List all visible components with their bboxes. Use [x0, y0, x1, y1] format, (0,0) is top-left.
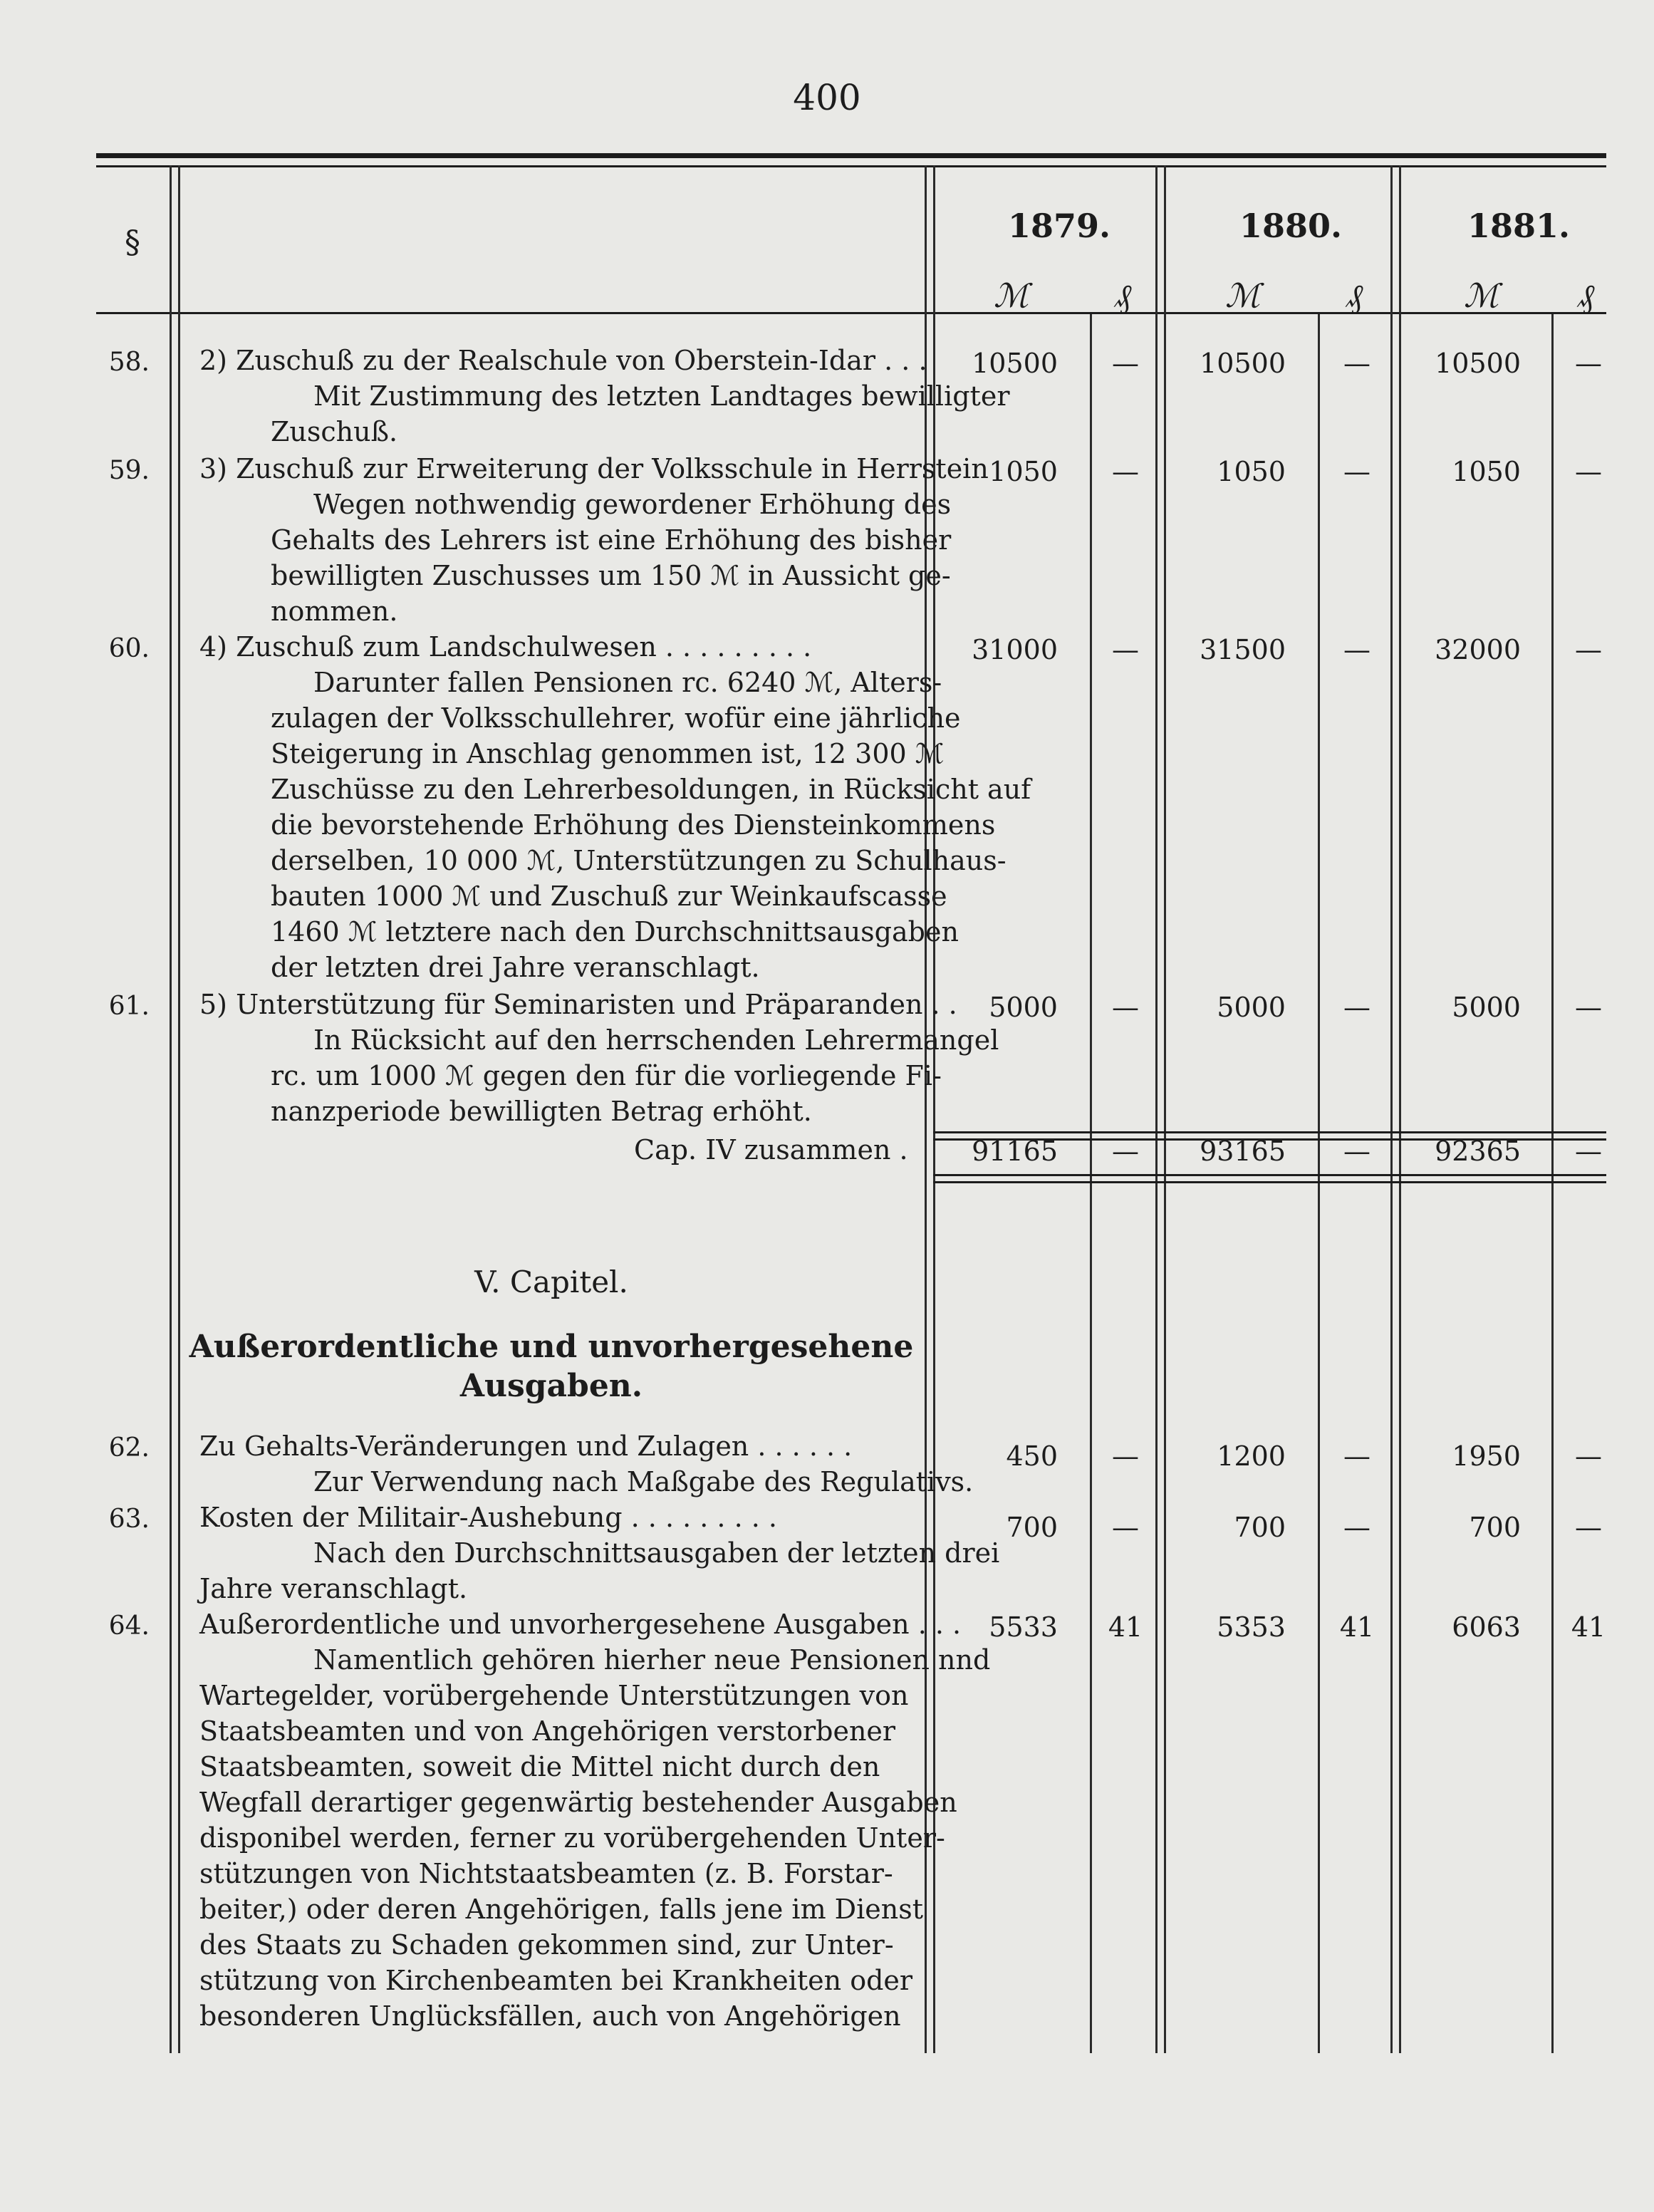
pf-1880: —: [1343, 1440, 1370, 1472]
pf-1879: 41: [1108, 1611, 1143, 1643]
subtotal-label: Cap. IV zusammen .: [634, 1134, 908, 1165]
subtotal-pf-1879: —: [1112, 1136, 1139, 1167]
pf-1881: —: [1575, 992, 1602, 1023]
section-symbol: §: [125, 224, 140, 261]
amount-1879: 10500: [972, 348, 1058, 379]
col-line: [1155, 165, 1158, 2053]
year-1879: 1879.: [1008, 207, 1111, 245]
amount-1879: 5533: [989, 1611, 1058, 1643]
pf-1880: —: [1343, 1512, 1370, 1543]
top-rule-thin: [96, 165, 1606, 167]
amount-1879: 5000: [989, 992, 1058, 1023]
row-note: beiter,) oder deren Angehörigen, falls jene im Dienst: [199, 1894, 924, 1925]
row-note: Gehalts des Lehrers ist eine Erhöhung des bisher: [271, 524, 952, 556]
row-number: 58.: [108, 348, 150, 377]
row-number: 59.: [108, 456, 150, 485]
chapter-title: Ausgaben.: [459, 1368, 643, 1404]
row-title: Zu Gehalts-Veränderungen und Zulagen . . . . . .: [199, 1430, 853, 1462]
amount-1881: 6063: [1452, 1611, 1521, 1643]
subtotal-bottom-rule: [933, 1181, 1606, 1183]
pf-unit: ₰: [1578, 276, 1594, 315]
pf-1879: —: [1112, 348, 1139, 379]
top-rule: [96, 153, 1606, 158]
row-note: zulagen der Volksschullehrer, wofür eine jährliche: [271, 702, 961, 734]
row-title: 5) Unterstützung für Seminaristen und Präparanden . .: [199, 989, 957, 1020]
pf-1881: —: [1575, 634, 1602, 665]
pf-1879: —: [1112, 1512, 1139, 1543]
pf-1881: 41: [1571, 1611, 1606, 1643]
row-number: 61.: [108, 992, 150, 1021]
amount-1879: 700: [1006, 1512, 1058, 1543]
row-note: Zuschüsse zu den Lehrerbesoldungen, in Rücksicht auf: [271, 774, 1031, 805]
col-line: [1551, 314, 1554, 2053]
amount-1880: 5353: [1217, 1611, 1286, 1643]
row-note: Zur Verwendung nach Maßgabe des Regulativs.: [313, 1466, 974, 1497]
row-note: Wartegelder, vorübergehende Unterstützungen von: [199, 1680, 909, 1711]
row-note: Jahre veranschlagt.: [199, 1573, 468, 1604]
col-line: [1390, 165, 1393, 2053]
row-note: bewilligten Zuschusses um 150 ℳ in Aussicht ge-: [271, 560, 951, 591]
row-note: Mit Zustimmung des letzten Landtages bewilligter: [313, 380, 1010, 412]
pf-1879: —: [1112, 634, 1139, 665]
col-line: [1318, 314, 1320, 2053]
row-note: nommen.: [271, 596, 398, 627]
amount-1879: 1050: [989, 456, 1058, 487]
pf-1880: —: [1343, 634, 1370, 665]
col-line: [170, 165, 172, 2053]
mark-unit: ℳ: [1225, 276, 1261, 315]
col-line: [933, 165, 935, 2053]
row-note: disponibel werden, ferner zu vorübergehenden Unter-: [199, 1822, 945, 1854]
pf-1880: —: [1343, 348, 1370, 379]
subtotal-1880: 93165: [1200, 1136, 1286, 1167]
row-note: stützung von Kirchenbeamten bei Krankheiten oder: [199, 1965, 913, 1996]
amount-1881: 32000: [1435, 634, 1521, 665]
row-number: 63.: [108, 1505, 150, 1534]
amount-1879: 31000: [972, 634, 1058, 665]
row-title: Kosten der Militair-Aushebung . . . . . . . . .: [199, 1502, 777, 1533]
row-title: Außerordentliche und unvorhergesehene Ausgaben . . .: [199, 1609, 962, 1640]
pf-1879: —: [1112, 992, 1139, 1023]
mark-unit: ℳ: [994, 276, 1029, 315]
amount-1880: 31500: [1200, 634, 1286, 665]
pf-1880: —: [1343, 456, 1370, 487]
amount-1880: 1200: [1217, 1440, 1286, 1472]
row-note: 1460 ℳ letztere nach den Durchschnittsausgaben: [271, 916, 959, 947]
subtotal-pf-1880: —: [1343, 1136, 1370, 1167]
row-note: Steigerung in Anschlag genommen ist, 12 300 ℳ: [271, 738, 945, 769]
row-note: stützungen von Nichtstaatsbeamten (z. B. Forstar-: [199, 1858, 893, 1889]
mark-unit: ℳ: [1464, 276, 1499, 315]
row-note: Wegfall derartiger gegenwärtig bestehender Ausgaben: [199, 1787, 957, 1818]
row-note: rc. um 1000 ℳ gegen den für die vorliegende Fi-: [271, 1060, 942, 1091]
amount-1880: 1050: [1217, 456, 1286, 487]
col-line: [1090, 314, 1092, 2053]
pf-1880: —: [1343, 992, 1370, 1023]
row-note: bauten 1000 ℳ und Zuschuß zur Weinkaufscasse: [271, 881, 947, 912]
subtotal-bottom-rule: [933, 1174, 1606, 1176]
col-line: [925, 165, 927, 2053]
chapter-heading: V. Capitel.: [474, 1265, 628, 1299]
row-note: der letzten drei Jahre veranschlagt.: [271, 952, 760, 983]
subtotal-rule: [933, 1131, 1606, 1133]
row-note: des Staats zu Schaden gekommen sind, zur Unter-: [199, 1929, 894, 1961]
col-line: [1164, 165, 1166, 2053]
row-note: nanzperiode bewilligten Betrag erhöht.: [271, 1096, 812, 1127]
year-1881: 1881.: [1467, 207, 1571, 245]
col-line: [178, 165, 180, 2053]
row-title: 4) Zuschuß zum Landschulwesen . . . . . . . . .: [199, 631, 812, 663]
amount-1881: 1050: [1452, 456, 1521, 487]
subtotal-1881: 92365: [1435, 1136, 1521, 1167]
page-number: 400: [793, 77, 861, 118]
subtotal-pf-1881: —: [1575, 1136, 1602, 1167]
amount-1881: 1950: [1452, 1440, 1521, 1472]
pf-1879: —: [1112, 1440, 1139, 1472]
amount-1881: 5000: [1452, 992, 1521, 1023]
pf-1881: —: [1575, 1440, 1602, 1472]
chapter-title: Außerordentliche und unvorhergesehene: [189, 1329, 914, 1365]
row-note: Namentlich gehören hierher neue Pensionen nnd: [313, 1644, 991, 1676]
subtotal-1879: 91165: [972, 1136, 1058, 1167]
amount-1880: 10500: [1200, 348, 1286, 379]
amount-1881: 10500: [1435, 348, 1521, 379]
header-rule: [96, 312, 1606, 314]
pf-unit: ₰: [1346, 276, 1363, 315]
row-note: Wegen nothwendig gewordener Erhöhung des: [313, 489, 952, 520]
pf-1881: —: [1575, 348, 1602, 379]
row-title: 3) Zuschuß zur Erweiterung der Volksschule in Herrstein: [199, 453, 989, 484]
row-title: 2) Zuschuß zu der Realschule von Oberstein-Idar . . .: [199, 345, 927, 376]
row-note: Darunter fallen Pensionen rc. 6240 ℳ, Alters-: [313, 667, 942, 698]
amount-1880: 700: [1234, 1512, 1286, 1543]
pf-1881: —: [1575, 1512, 1602, 1543]
row-note: derselben, 10 000 ℳ, Unterstützungen zu Schulhaus-: [271, 845, 1007, 876]
pf-1879: —: [1112, 456, 1139, 487]
pf-unit: ₰: [1115, 276, 1131, 315]
amount-1879: 450: [1006, 1440, 1058, 1472]
amount-1881: 700: [1469, 1512, 1521, 1543]
row-note: Nach den Durchschnittsausgaben der letzten drei: [313, 1537, 1000, 1569]
year-1880: 1880.: [1239, 207, 1343, 245]
amount-1880: 5000: [1217, 992, 1286, 1023]
row-number: 64.: [108, 1611, 150, 1641]
row-note: besonderen Unglücksfällen, auch von Angehörigen: [199, 2000, 901, 2032]
pf-1880: 41: [1339, 1611, 1375, 1643]
row-number: 62.: [108, 1433, 150, 1463]
row-number: 60.: [108, 634, 150, 663]
pf-1881: —: [1575, 456, 1602, 487]
row-note: In Rücksicht auf den herrschenden Lehrermangel: [313, 1024, 999, 1056]
row-note: Staatsbeamten, soweit die Mittel nicht durch den: [199, 1751, 880, 1782]
row-note: Staatsbeamten und von Angehörigen verstorbener: [199, 1715, 896, 1747]
row-note: die bevorstehende Erhöhung des Diensteinkommens: [271, 809, 996, 841]
col-line: [1399, 165, 1401, 2053]
row-note: Zuschuß.: [271, 416, 398, 447]
